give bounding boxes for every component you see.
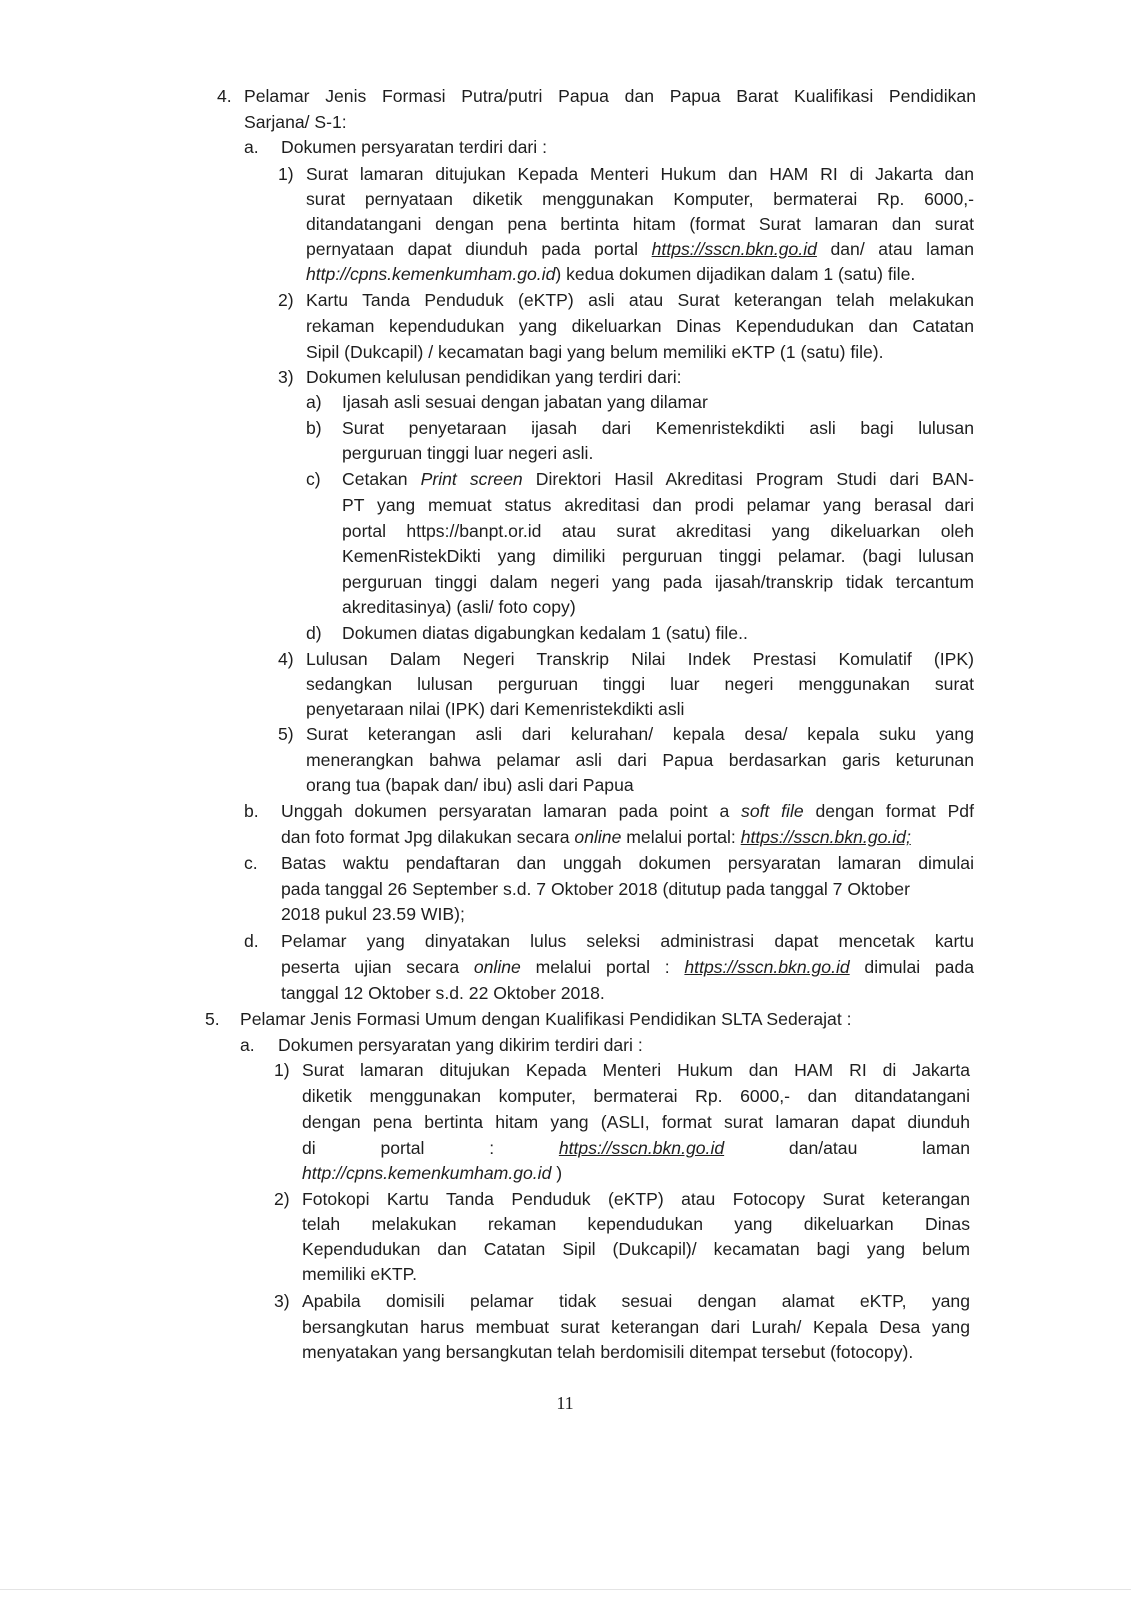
paragraph-line: perguruan tinggi dalam negeri yang pada ijasah/transkrip tidak tercantum — [342, 572, 974, 592]
text-span: pernyataan dapat diunduh pada portal — [306, 239, 639, 259]
paragraph-line: Lulusan Dalam Negeri Transkrip Nilai Indek Prestasi Komulatif (IPK) — [306, 649, 974, 669]
portal-link[interactable]: http://cpns.kemenkumham.go.id — [302, 1163, 552, 1183]
text-span: dan/atau — [788, 1138, 858, 1158]
portal-link[interactable]: https://sscn.bkn.go.id — [651, 239, 817, 259]
item-letter: b. — [244, 801, 259, 821]
page-number: 11 — [556, 1393, 574, 1413]
point-number: 3) — [274, 1291, 290, 1311]
text-span: dan/ atau laman — [830, 239, 975, 259]
item-title: Sarjana/ S-1: — [244, 112, 347, 132]
item-letter: a. — [244, 137, 259, 157]
portal-link[interactable]: https://sscn.bkn.go.id; — [740, 827, 911, 847]
text-span: ) — [556, 1163, 563, 1183]
paragraph-line: Surat penyetaraan ijasah dari Kemenristekdikti asli bagi lulusan — [342, 418, 974, 438]
paragraph-line: telah melakukan rekaman kependudukan yang dikeluarkan Dinas — [302, 1214, 970, 1234]
point-number: 2) — [274, 1189, 290, 1209]
paragraph-line: Batas waktu pendaftaran dan unggah dokumen persyaratan lamaran dimulai — [281, 853, 974, 873]
paragraph-line: pada tanggal 26 September s.d. 7 Oktober 2018 (ditutup pada tanggal 7 Oktober — [281, 879, 910, 899]
paragraph-line: bersangkutan harus membuat surat keterangan dari Lurah/ Kepala Desa yang — [302, 1317, 970, 1337]
paragraph-line — [281, 955, 974, 979]
text-span: dan foto format Jpg dilakukan secara — [281, 827, 570, 847]
point-number: 4) — [278, 649, 294, 669]
text-span: online — [473, 957, 521, 977]
paragraph-line: Kependudukan dan Catatan Sipil (Dukcapil)/ kecamatan bagi yang belum — [302, 1239, 970, 1259]
paragraph-line: KemenRistekDikti yang dimiliki perguruan tinggi pelamar. (bagi lulusan — [342, 546, 974, 566]
item-letter: d. — [244, 931, 259, 951]
item-letter: c. — [244, 853, 258, 873]
paragraph-line: Surat lamaran ditujukan Kepada Menteri Hukum dan HAM RI di Jakarta — [302, 1060, 970, 1080]
text-span: soft file — [741, 801, 804, 821]
paragraph-line: Dokumen diatas digabungkan kedalam 1 (satu) file.. — [342, 623, 748, 643]
paragraph-line: rekaman kependudukan yang dikeluarkan Dinas Kependudukan dan Catatan — [306, 316, 974, 336]
paragraph-line: diketik menggunakan komputer, bermaterai Rp. 6000,- dan ditandatangani — [302, 1086, 970, 1106]
paragraph-line: sedangkan lulusan perguruan tinggi luar negeri menggunakan surat — [306, 674, 974, 694]
item-letter: a. — [240, 1035, 255, 1055]
subpoint-letter: b) — [306, 418, 322, 438]
text-span: melalui portal: — [626, 827, 736, 847]
text-span: Direktori Hasil Akreditasi Program Studi dari BAN- — [535, 469, 974, 489]
paragraph-line: PT yang memuat status akreditasi dan prodi pelamar yang berasal dari — [342, 495, 974, 515]
paragraph-line — [302, 1161, 562, 1185]
subitem-title: Dokumen persyaratan yang dikirim terdiri dari : — [278, 1035, 643, 1055]
text-span: online — [574, 827, 622, 847]
paragraph-line: Kartu Tanda Penduduk (eKTP) asli atau Surat keterangan telah melakukan — [306, 290, 974, 310]
scan-edge-line — [0, 1589, 1131, 1590]
text-span: : — [489, 1138, 495, 1158]
point-number: 1) — [278, 164, 294, 184]
item-number: 5. — [205, 1009, 220, 1029]
paragraph-line — [281, 799, 974, 823]
text-span: laman — [922, 1138, 971, 1158]
paragraph-line: akreditasinya) (asli/ foto copy) — [342, 597, 576, 617]
paragraph-line: menyatakan yang bersangkutan telah berdomisili ditempat tersebut (fotocopy). — [302, 1342, 914, 1362]
paragraph-line: orang tua (bapak dan/ ibu) asli dari Papua — [306, 775, 634, 795]
paragraph-line: 2018 pukul 23.59 WIB); — [281, 904, 465, 924]
text-span: dimulai pada — [864, 957, 975, 977]
paragraph-line: dengan pena bertinta hitam yang (ASLI, format surat lamaran dapat diunduh — [302, 1112, 970, 1132]
text-span: peserta ujian secara — [281, 957, 460, 977]
text-span: melalui portal : — [535, 957, 670, 977]
paragraph-line: Pelamar yang dinyatakan lulus seleksi administrasi dapat mencetak kartu — [281, 931, 974, 951]
point-number: 1) — [274, 1060, 290, 1080]
paragraph-line — [342, 467, 974, 491]
text-span: di — [302, 1138, 316, 1158]
paragraph-line: Ijasah asli sesuai dengan jabatan yang dilamar — [342, 392, 708, 412]
paragraph-line: tanggal 12 Oktober s.d. 22 Oktober 2018. — [281, 983, 605, 1003]
text-span: portal — [380, 1138, 425, 1158]
paragraph-line: perguruan tinggi luar negeri asli. — [342, 443, 594, 463]
paragraph-line: Surat lamaran ditujukan Kepada Menteri Hukum dan HAM RI di Jakarta dan — [306, 164, 974, 184]
text-span: ) kedua dokumen dijadikan dalam 1 (satu) file. — [555, 264, 916, 284]
paragraph-line — [281, 825, 911, 849]
text-span: dengan format Pdf — [815, 801, 974, 821]
subpoint-letter: d) — [306, 623, 322, 643]
point-number: 2) — [278, 290, 294, 310]
text-span: Unggah dokumen persyaratan lamaran pada point a — [281, 801, 730, 821]
portal-link[interactable]: https://sscn.bkn.go.id — [684, 957, 850, 977]
subpoint-letter: a) — [306, 392, 322, 412]
paragraph-line: menerangkan bahwa pelamar asli dari Papua berdasarkan garis keturunan — [306, 750, 974, 770]
text-span: Cetakan — [342, 469, 408, 489]
portal-link[interactable]: https://sscn.bkn.go.id — [558, 1138, 725, 1158]
portal-link[interactable]: http://cpns.kemenkumham.go.id — [306, 264, 556, 284]
paragraph-line: memiliki eKTP. — [302, 1264, 418, 1284]
paragraph-line: Apabila domisili pelamar tidak sesuai dengan alamat eKTP, yang — [302, 1291, 970, 1311]
paragraph-line: Surat keterangan asli dari kelurahan/ kepala desa/ kepala suku yang — [306, 724, 974, 744]
item-title: Pelamar Jenis Formasi Umum dengan Kualifikasi Pendidikan SLTA Sederajat : — [240, 1009, 852, 1029]
paragraph-line — [306, 262, 915, 286]
item-title: Pelamar Jenis Formasi Putra/putri Papua dan Papua Barat Kualifikasi Pendidikan — [244, 86, 976, 106]
paragraph-line: Sipil (Dukcapil) / kecamatan bagi yang belum memiliki eKTP (1 (satu) file). — [306, 342, 884, 362]
paragraph-line — [302, 1136, 970, 1160]
point-number: 3) — [278, 367, 294, 387]
paragraph-line: Fotokopi Kartu Tanda Penduduk (eKTP) atau Fotocopy Surat keterangan — [302, 1189, 970, 1209]
text-span: Print screen — [420, 469, 523, 489]
item-number: 4. — [217, 86, 232, 106]
paragraph-line: penyetaraan nilai (IPK) dari Kemenristekdikti asli — [306, 699, 685, 719]
subitem-title: Dokumen persyaratan terdiri dari : — [281, 137, 547, 157]
point-number: 5) — [278, 724, 294, 744]
subpoint-letter: c) — [306, 469, 321, 489]
paragraph-line: surat pernyataan diketik menggunakan Komputer, bermaterai Rp. 6000,- — [306, 189, 974, 209]
paragraph-line — [306, 237, 974, 261]
paragraph-line: Dokumen kelulusan pendidikan yang terdiri dari: — [306, 367, 682, 387]
paragraph-line: ditandatangani dengan pena bertinta hitam (format Surat lamaran dan surat — [306, 214, 974, 234]
paragraph-line: portal https://banpt.or.id atau surat akreditasi yang dikeluarkan oleh — [342, 521, 974, 541]
